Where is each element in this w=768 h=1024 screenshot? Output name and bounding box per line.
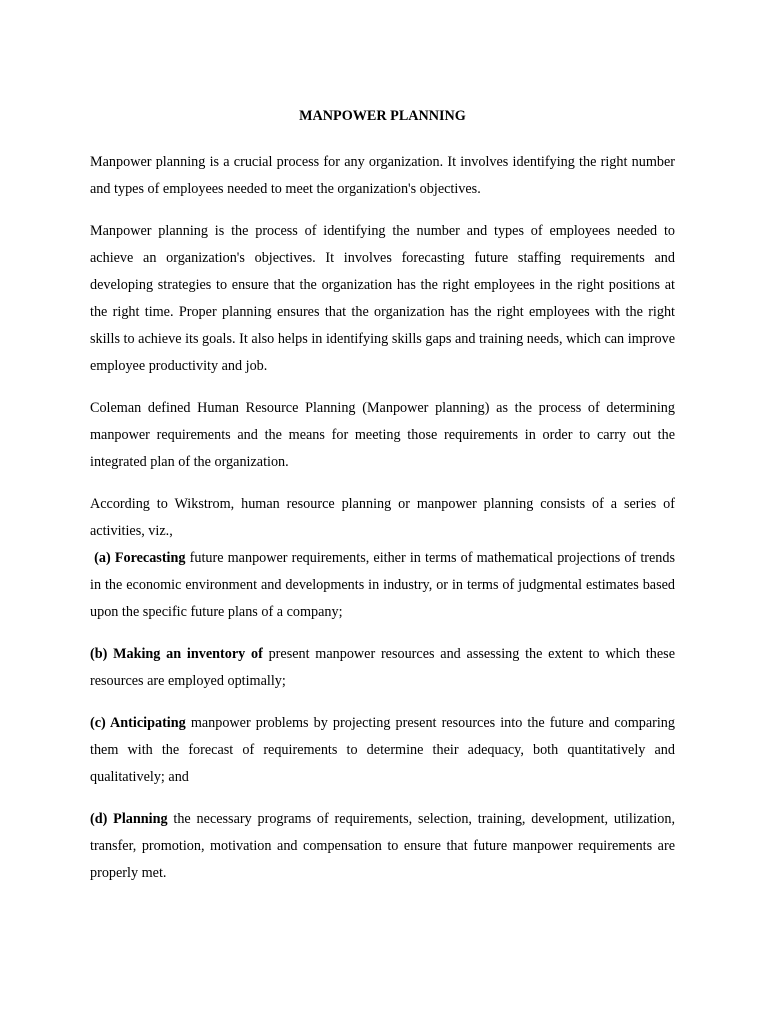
list-item-a-text: future manpower requirements, either in terms of mathematical projections of trends in the economic environment and developments in industry, or in terms of judgmental estimates based upon the specific future plans of a company; bbox=[90, 550, 676, 620]
list-item-c bbox=[90, 710, 675, 791]
paragraph-coleman: Coleman defined Human Resource Planning (Manpower planning) as the process of determining manpower requirements and the means for meeting those requirements in order to carry out the integrated plan of the organization. bbox=[90, 400, 675, 470]
paragraph-definition: Manpower planning is the process of identifying the number and types of employees needed to achieve an organization's objectives. It involves forecasting future staffing requirements and developing strategies to ensure that the organization has the right employees in the right positions at the right time. Proper planning ensures that the organization has the right employees with the right skills to achieve its goals. It also helps in identifying skills gaps and training needs, which can improve employee productivity and job. bbox=[90, 223, 675, 374]
list-item-c-text: manpower problems by projecting present resources into the future and comparing them with the forecast of requirements to determine their adequacy, both quantitatively and qualitatively; and bbox=[90, 715, 675, 785]
list-item-d bbox=[90, 806, 675, 887]
document-body bbox=[90, 106, 675, 887]
list-item-d-text: the necessary programs of requirements, selection, training, development, utilization, transfer, promotion, motivation and compensation to ensure that future manpower requirements are properly met. bbox=[90, 811, 675, 881]
list-item-b-lead: (b) Making an inventory of bbox=[90, 646, 263, 662]
list-item-a bbox=[90, 545, 675, 626]
paragraph-wikstrom: According to Wikstrom, human resource planning or manpower planning consists of a series of activities, viz., bbox=[90, 496, 675, 539]
list-item-b bbox=[90, 641, 675, 695]
page-title: MANPOWER PLANNING bbox=[299, 108, 466, 124]
list-item-a-lead: (a) Forecasting bbox=[94, 550, 186, 566]
list-item-b-text: present manpower resources and assessing the extent to which these resources are employed optimally; bbox=[90, 646, 675, 689]
list-item-d-lead: (d) Planning bbox=[90, 811, 168, 827]
list-item-c-lead: (c) Anticipating bbox=[90, 715, 186, 731]
paragraph-intro: Manpower planning is a crucial process for any organization. It involves identifying the right number and types of employees needed to meet the organization's objectives. bbox=[90, 154, 675, 197]
